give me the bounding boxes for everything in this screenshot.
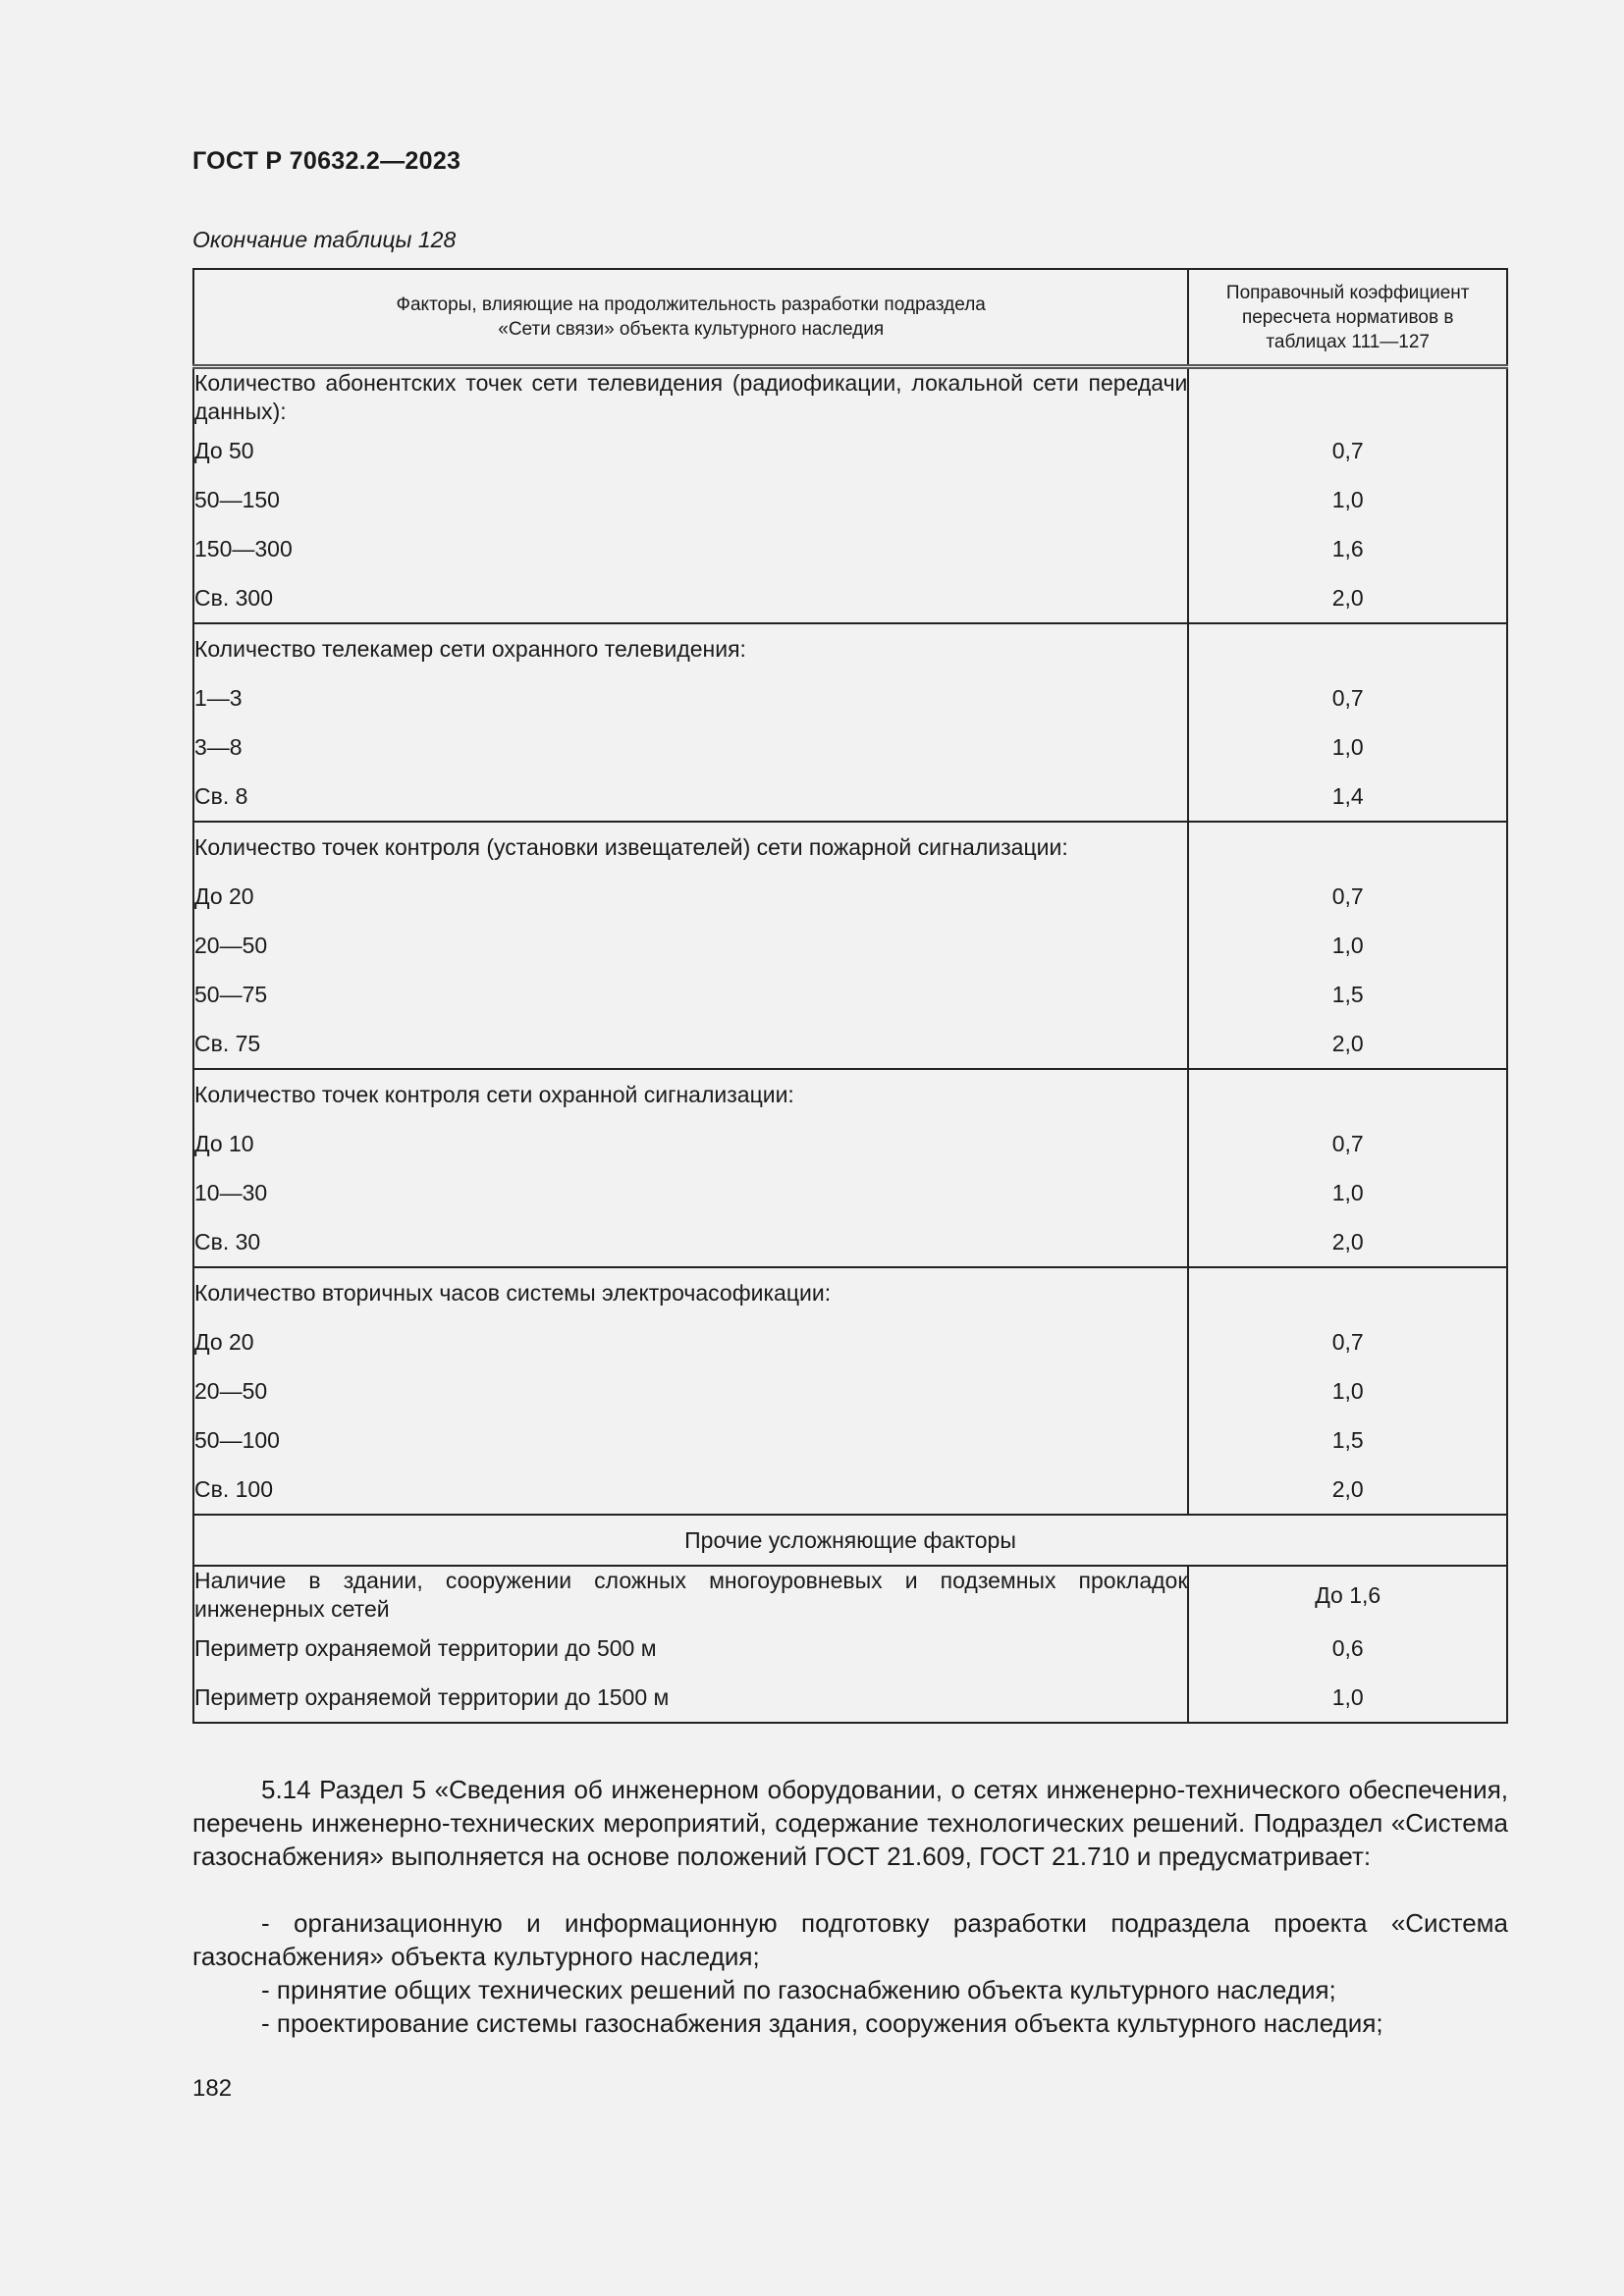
header-coefficient-line3: таблицах 111—127 (1266, 331, 1430, 352)
table-row (193, 1624, 1507, 1673)
section-paragraph: 5.14 Раздел 5 «Сведения об инженерном оборудовании, о сетях инженерно-технического обеспечения, перечень инженерно-технических мероприятий, содержание технологических решений. Подраздел «Система газоснабжения» выполняется на основе положений ГОСТ 21.609, ГОСТ 21.710 и предусматривает: (192, 1775, 1508, 1871)
factor-cell: 10—30 (193, 1168, 1188, 1217)
coefficient-cell: 1,0 (1188, 1168, 1507, 1217)
table-row (193, 921, 1507, 970)
table-row (193, 573, 1507, 623)
factor-cell: 50—75 (193, 970, 1188, 1019)
coefficient-cell: 0,7 (1188, 872, 1507, 921)
coefficient-cell: 2,0 (1188, 1217, 1507, 1267)
group-title-row (193, 367, 1507, 427)
table-row (193, 722, 1507, 772)
coefficient-cell: 1,0 (1188, 722, 1507, 772)
header-coefficient-line1: Поправочный коэффициент (1225, 282, 1470, 303)
bullet-item: - организационную и информационную подготовку разработки подраздела проекта «Система газоснабжения» объекта культурного наследия; (192, 1908, 1508, 1971)
group-title-row (193, 822, 1507, 872)
table-row (193, 970, 1507, 1019)
table-row (193, 1217, 1507, 1267)
factor-cell: 150—300 (193, 524, 1188, 573)
table-row (193, 1673, 1507, 1723)
table-row (193, 772, 1507, 822)
table-row (193, 1465, 1507, 1515)
document-header: ГОСТ Р 70632.2—2023 (192, 147, 461, 175)
factor-cell: Периметр охраняемой территории до 1500 м (193, 1673, 1188, 1723)
header-factors-line1: Факторы, влияющие на продолжительность разработки подраздела (396, 294, 986, 315)
group-title: Количество вторичных часов системы электрочасофикации: (193, 1267, 1188, 1317)
bullet-item: - проектирование системы газоснабжения здания, сооружения объекта культурного наследия; (261, 2008, 1383, 2038)
table-caption: Окончание таблицы 128 (192, 227, 457, 252)
factor-cell: Св. 100 (193, 1465, 1188, 1515)
table-row (193, 1566, 1507, 1624)
factor-cell: 50—150 (193, 475, 1188, 524)
factor-cell: До 10 (193, 1119, 1188, 1168)
bullet-item: - принятие общих технических решений по газоснабжению объекта культурного наследия; (261, 1975, 1336, 2004)
factor-cell: 3—8 (193, 722, 1188, 772)
coefficient-cell: 1,0 (1188, 475, 1507, 524)
coefficient-cell: 1,0 (1188, 1366, 1507, 1415)
group-title-value-cell (1188, 623, 1507, 673)
factor-cell: Наличие в здании, сооружении сложных многоуровневых и подземных прокладок инженерных сетей (194, 1568, 1188, 1622)
factor-cell: 20—50 (193, 1366, 1188, 1415)
coefficient-cell: 0,7 (1188, 1317, 1507, 1366)
header-coefficient-cell (1188, 269, 1507, 367)
group-title-value-cell (1188, 1069, 1507, 1119)
factor-cell: До 50 (193, 426, 1188, 475)
coefficient-cell: 0,6 (1188, 1624, 1507, 1673)
factor-cell: Св. 75 (193, 1019, 1188, 1069)
coefficient-cell: 1,5 (1188, 1415, 1507, 1465)
table-row (193, 426, 1507, 475)
table-row (193, 524, 1507, 573)
table-row (193, 1415, 1507, 1465)
group-title-value-cell (1188, 822, 1507, 872)
table-row (193, 1019, 1507, 1069)
table-row (193, 1119, 1507, 1168)
factor-cell: До 20 (193, 1317, 1188, 1366)
factor-cell: Св. 30 (193, 1217, 1188, 1267)
group-title: Количество точек контроля (установки извещателей) сети пожарной сигнализации: (193, 822, 1188, 872)
coefficient-cell: 1,6 (1188, 524, 1507, 573)
factor-cell: Периметр охраняемой территории до 500 м (193, 1624, 1188, 1673)
group-title: Количество телекамер сети охранного телевидения: (193, 623, 1188, 673)
coefficient-cell: 1,0 (1188, 921, 1507, 970)
header-coefficient-line2: пересчета нормативов в (1241, 306, 1454, 328)
factors-table (192, 268, 1508, 1724)
factor-cell: 20—50 (193, 921, 1188, 970)
table-row (193, 1168, 1507, 1217)
coefficient-cell: 0,7 (1188, 1119, 1507, 1168)
page-number: 182 (192, 2075, 233, 2102)
coefficient-cell: 1,4 (1188, 772, 1507, 822)
group-title: Количество точек контроля сети охранной сигнализации: (193, 1069, 1188, 1119)
group-title: Количество абонентских точек сети телевидения (радиофикации, локальной сети передачи данных): (193, 367, 1188, 427)
table-row (193, 673, 1507, 722)
other-factors-heading-row (193, 1515, 1507, 1566)
table-header-row (193, 269, 1507, 367)
factor-cell: До 20 (193, 872, 1188, 921)
factors-table-body (193, 269, 1507, 1723)
coefficient-cell: 2,0 (1188, 573, 1507, 623)
group-title-row (193, 623, 1507, 673)
coefficient-cell: 2,0 (1188, 1019, 1507, 1069)
group-title-row (193, 1267, 1507, 1317)
factor-cell: 50—100 (193, 1415, 1188, 1465)
table-row (193, 872, 1507, 921)
factor-cell: 1—3 (193, 673, 1188, 722)
other-factors-heading: Прочие усложняющие факторы (193, 1515, 1507, 1566)
group-title-value-cell (1188, 1267, 1507, 1317)
header-factors-cell (193, 269, 1188, 367)
coefficient-cell: 2,0 (1188, 1465, 1507, 1515)
table-row (193, 1317, 1507, 1366)
factor-cell: Св. 8 (193, 772, 1188, 822)
table-row (193, 475, 1507, 524)
table-row (193, 1366, 1507, 1415)
factor-cell: Св. 300 (193, 573, 1188, 623)
coefficient-cell: До 1,6 (1188, 1566, 1507, 1624)
coefficient-cell: 1,5 (1188, 970, 1507, 1019)
header-factors-line2: «Сети связи» объекта культурного наследия (498, 319, 885, 340)
coefficient-cell: 1,0 (1188, 1673, 1507, 1723)
group-title-value-cell (1188, 367, 1507, 427)
coefficient-cell: 0,7 (1188, 426, 1507, 475)
coefficient-cell: 0,7 (1188, 673, 1507, 722)
group-title-row (193, 1069, 1507, 1119)
